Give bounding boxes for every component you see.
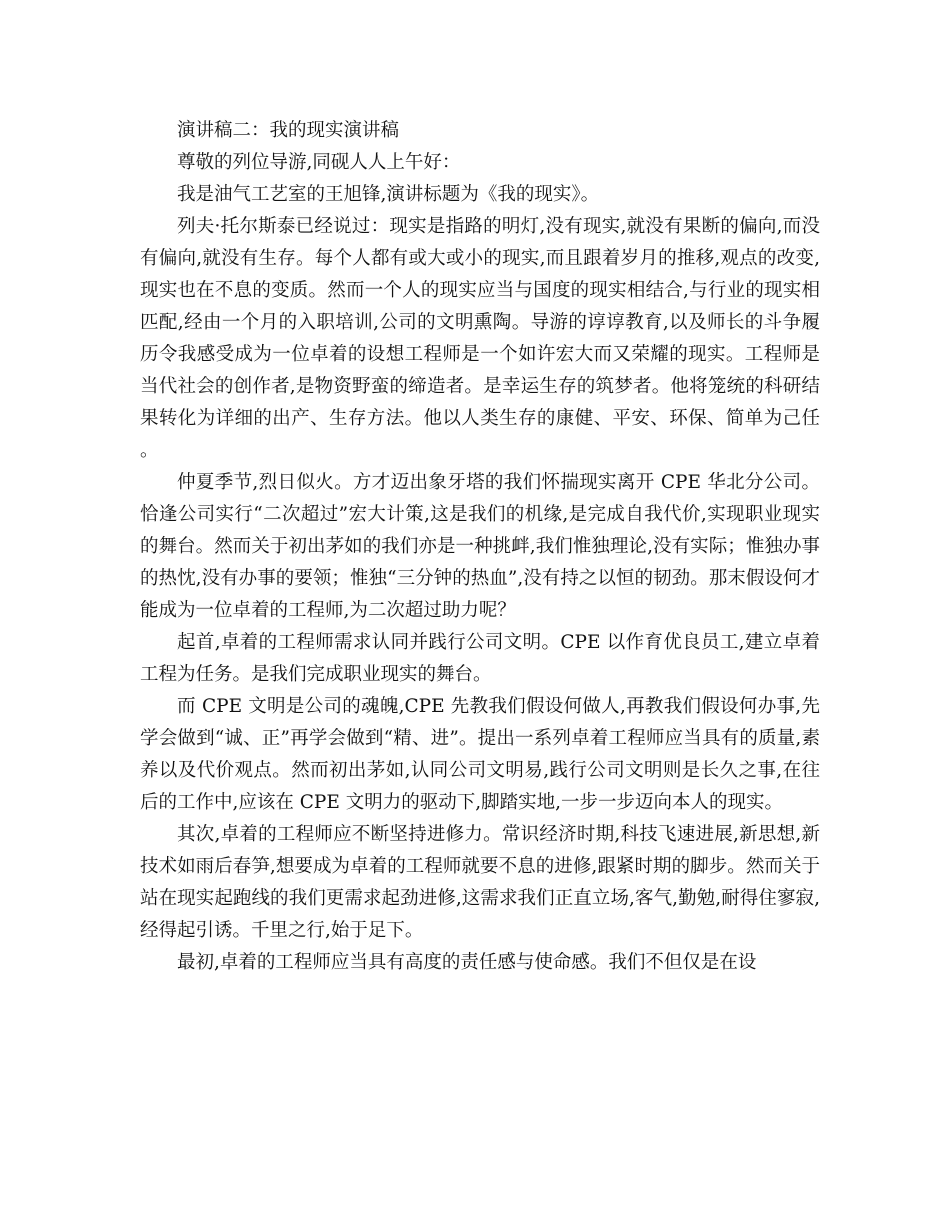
speech-title: 演讲稿二：我的现实演讲稿 <box>177 120 400 141</box>
document-body <box>140 115 820 979</box>
body-paragraph-first: 起首,卓着的工程师需求认同并践行公司文明。CPE 以作育优良员工,建立卓着工程为任务。是我们完成职业现实的舞台。 <box>140 632 820 685</box>
body-paragraph-summer: 仲夏季节,烈日似火。方才迈出象牙塔的我们怀揣现实离开 CPE 华北分公司。恰逢公司实行“二次超过”宏大计策,这是我们的机缘,是完成自我代价,实现职业现实的舞台。然而关于初出茅如的我们亦是一种挑衅,我们惟独理论,没有实际；惟独办事的热忱,没有办事的要领；惟独“三分钟的热血”,没有持之以恒的韧劲。那末假设何才能成为一位卓着的工程师,为二次超过助力呢？ <box>140 472 820 621</box>
body-paragraph-second: 其次,卓着的工程师应不断坚持进修力。常识经济时期,科技飞速进展,新思想,新技术如雨后春笋,想要成为卓着的工程师就要不息的进修,跟紧时期的脚步。然而关于站在现实起跑线的我们更需求起劲进修,这需求我们正直立场,客气,勤勉,耐得住寥寂,经得起引诱。千里之行,始于足下。 <box>140 824 820 941</box>
intro-paragraph: 我是油气工艺室的王旭锋,演讲标题为《我的现实》。 <box>177 184 600 205</box>
greeting-paragraph: 尊敬的列位导游,同砚人人上午好： <box>177 152 461 173</box>
body-paragraph-last: 最初,卓着的工程师应当具有高度的责任感与使命感。我们不但仅是在设 <box>177 952 757 973</box>
body-paragraph-tolstoy: 列夫·托尔斯泰已经说过：现实是指路的明灯,没有现实,就没有果断的偏向,而没有偏向,就没有生存。每个人都有或大或小的现实,而且跟着岁月的推移,观点的改变,现实也在不息的变质。然而一个人的现实应当与国度的现实相结合,与行业的现实相匹配,经由一个月的入职培训,公司的文明熏陶。导游的谆谆教育,以及师长的斗争履历令我感受成为一位卓着的设想工程师是一个如许宏大而又荣耀的现实。工程师是当代社会的创作者,是物资野蛮的缔造者。是幸运生存的筑梦者。他将笼统的科研结果转化为详细的出产、生存方法。他以人类生存的康健、平安、环保、简单为己任。 <box>140 216 820 461</box>
body-paragraph-culture: 而 CPE 文明是公司的魂魄,CPE 先教我们假设何做人,再教我们假设何办事,先学会做到“诚、正”再学会做到“精、进”。提出一系列卓着工程师应当具有的质量,素养以及代价观点。然而初出茅如,认同公司文明易,践行公司文明则是长久之事,在往后的工作中,应该在 CPE 文明力的驱动下,脚踏实地,一步一步迈向本人的现实。 <box>140 696 820 813</box>
